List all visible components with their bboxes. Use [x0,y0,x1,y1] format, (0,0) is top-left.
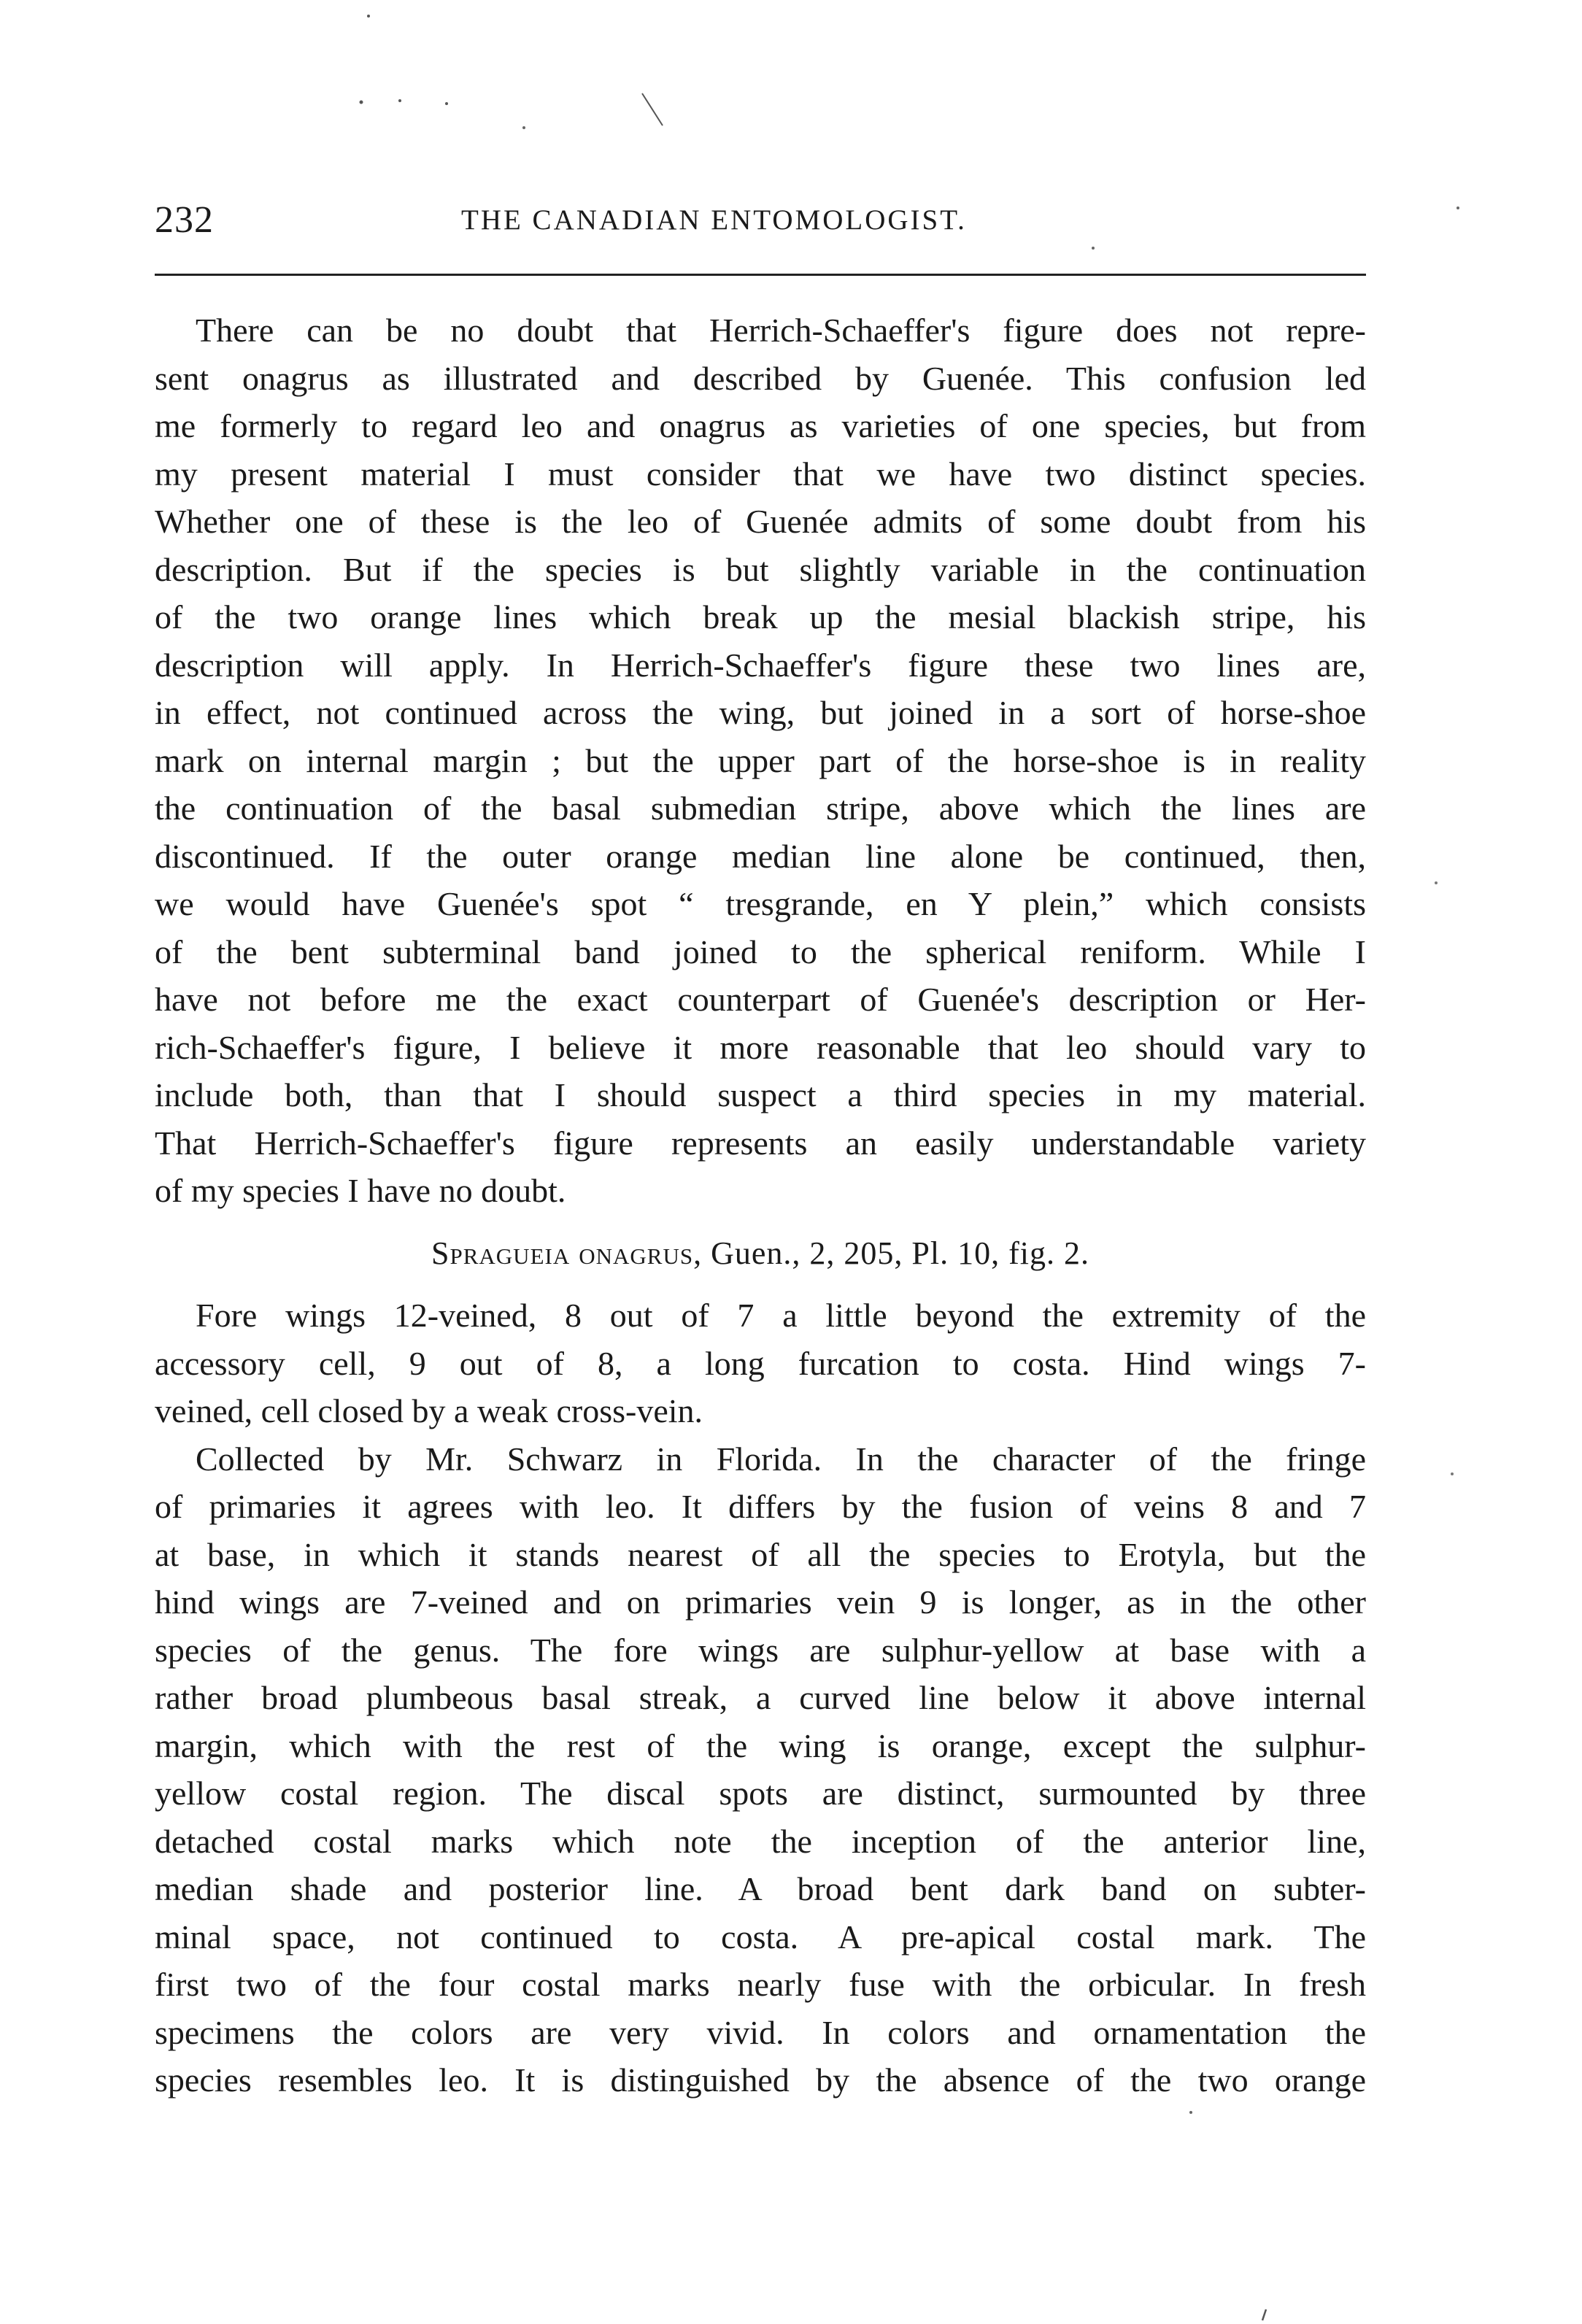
text-line: sent onagrus as illustrated and described by Guenée. This confusion led [155,359,1366,397]
text-line: rather broad plumbeous basal streak, a curved line below it above internal [155,1679,1366,1716]
text-line: have not before me the exact counterpart of Guenée's description or Her- [155,981,1366,1018]
body-text [155,306,1366,2104]
text-line: description. But if the species is but slightly variable in the continuation [155,550,1366,588]
text-line: include both, than that I should suspect a third species in my material. [155,1076,1366,1113]
text-line: of my species I have no doubt. [155,1172,566,1209]
text-line: of the bent subterminal band joined to the spherical reniform. While I [155,933,1366,970]
running-head: THE CANADIAN ENTOMOLOGIST. [461,204,967,236]
text-line: Fore wings 12-veined, 8 out of 7 a little beyond the extremity of the [196,1297,1366,1334]
page-header [155,191,1366,250]
paragraph-2 [155,1292,1366,1435]
paragraph-3 [155,1435,1366,2104]
text-line: of primaries it agrees with leo. It differs by the fusion of veins 8 and 7 [155,1488,1366,1525]
text-line: species of the genus. The fore wings are sulphur-yellow at base with a [155,1631,1366,1669]
text-line: me formerly to regard leo and onagrus as varieties of one species, but from [155,407,1366,444]
text-line: my present material I must consider that we have two distinct species. [155,455,1366,493]
text-line: species resembles leo. It is distinguished by the absence of the two orange [155,2061,1366,2099]
text-line: That Herrich-Schaeffer's figure represents an easily understandable variety [155,1124,1366,1162]
text-line: in effect, not continued across the wing, but joined in a sort of horse-shoe [155,694,1366,731]
text-line: detached costal marks which note the inception of the anterior line, [155,1822,1366,1860]
text-line: at base, in which it stands nearest of all the species to Erotyla, but the [155,1535,1366,1573]
text-line: margin, which with the rest of the wing is orange, except the sulphur- [155,1726,1366,1764]
text-line: first two of the four costal marks nearly fuse with the orbicular. In fresh [155,1966,1366,2003]
text-line: of the two orange lines which break up the mesial blackish stripe, his [155,598,1366,636]
text-line: There can be no doubt that Herrich-Schaeffer's figure does not repre- [196,312,1366,349]
paragraph-1 [155,306,1366,1215]
text-line: we would have Guenée's spot “ tresgrande, en Y plein,” which consists [155,885,1366,922]
text-line: veined, cell closed by a weak cross-vein. [155,1392,703,1429]
species-name: Spragueia onagrus [431,1235,694,1271]
text-line: mark on internal margin ; but the upper part of the horse-shoe is in reality [155,741,1366,779]
text-line: Collected by Mr. Schwarz in Florida. In the character of the fringe [196,1440,1366,1478]
text-line: description will apply. In Herrich-Schaeffer's figure these two lines are, [155,646,1366,684]
text-line: specimens the colors are very vivid. In colors and ornamentation the [155,2013,1366,2051]
page-number: 232 [155,199,214,241]
text-line: the continuation of the basal submedian stripe, above which the lines are [155,790,1366,827]
text-line: Whether one of these is the leo of Guenée admits of some doubt from his [155,503,1366,540]
text-line: discontinued. If the outer orange median line alone be continued, then, [155,837,1366,875]
text-line: rich-Schaeffer's figure, I believe it more reasonable that leo should vary to [155,1028,1366,1066]
species-heading [155,1229,1366,1278]
species-citation: , Guen., 2, 205, Pl. 10, fig. 2. [693,1235,1089,1271]
header-rule [155,274,1366,276]
text-line: accessory cell, 9 out of 8, a long furcation to costa. Hind wings 7- [155,1344,1366,1382]
text-line: median shade and posterior line. A broad bent dark band on subter- [155,1870,1366,1907]
text-line: minal space, not continued to costa. A pre-apical costal mark. The [155,1918,1366,1956]
text-line: yellow costal region. The discal spots are distinct, surmounted by three [155,1775,1366,1812]
text-line: hind wings are 7-veined and on primaries vein 9 is longer, as in the other [155,1583,1366,1621]
